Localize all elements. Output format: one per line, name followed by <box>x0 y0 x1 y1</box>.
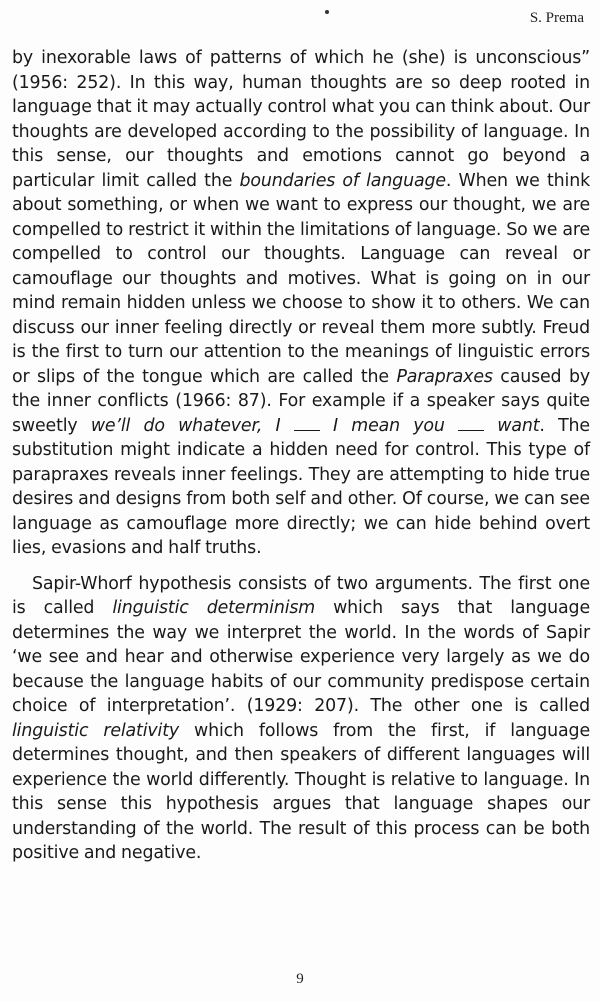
italic-term-parapraxes: Parapraxes <box>396 366 493 387</box>
page-number: 9 <box>296 971 304 987</box>
fill-in-blank <box>458 418 484 431</box>
paragraph-sapir-whorf <box>12 572 590 866</box>
italic-term-linguistic-determinism: linguistic determinism <box>112 598 316 618</box>
text-segment: caused by the inner conflicts (1966: 87). For example if a speaker says quite sweetly <box>12 366 590 436</box>
text-segment: which follows from the first, if language determines thought, and then speakers of different languages will experience the world differently. Thought is relative to language. In this sense this hypothesis argues that language shapes our understanding of the world. The result of this process can be both positive and negative. <box>12 720 590 863</box>
text-segment: which says that language determines the way we interpret the world. In the words of Sapir ‘we see and hear and otherwise experience very largely as we do because the language habits of our community predispose certain choice of interpretation’. (1929: 207). The other one is called <box>12 598 590 716</box>
ink-mark <box>325 10 329 14</box>
running-head-author: S. Prema <box>529 10 584 26</box>
italic-example-part-1: we’ll do whatever, I <box>90 415 281 436</box>
italic-example-part-2: I mean you <box>333 415 445 436</box>
text-segment: by inexorable laws of patterns of which he (she) is unconscious” (1956: 252). In this way, human thoughts are so deep rooted in language that it may actually control what you can think about. Our thoughts are developed according to the possibility of language. In this sense, our thoughts and emotions cannot go beyond a particular limit called the <box>12 48 590 191</box>
text-segment: . The substitution might indicate a hidden need for control. This type of parapraxes reveals inner feelings. They are attempting to hide true desires and designs from both self and other. Of course, we can see language as camouflage more directly; we can hide behind overt lies, evasions and half truths. <box>12 415 590 558</box>
italic-example-part-3: want <box>497 415 540 436</box>
italic-term-linguistic-relativity: linguistic relativity <box>12 720 180 741</box>
fill-in-blank <box>294 418 320 431</box>
text-segment: . When we think about something, or when we want to express our thought, we are compelled to restrict it within the limitations of language. So we are compelled to control our thoughts. Language can reveal or camouflage our thoughts and motives. What is going on in our mind remain hidden unless we choose to show it to others. We can discuss our inner feeling directly or reveal them more subtly. Freud is the first to turn our attention to the meanings of linguistic errors or slips of the tongue which are called the <box>12 170 590 387</box>
body-text <box>12 46 590 866</box>
italic-term-boundaries: boundaries of language <box>239 170 446 191</box>
paragraph-parapraxes <box>12 46 590 561</box>
text-segment: Sapir-Whorf hypothesis consists of two arguments. The first one is called <box>12 573 590 618</box>
